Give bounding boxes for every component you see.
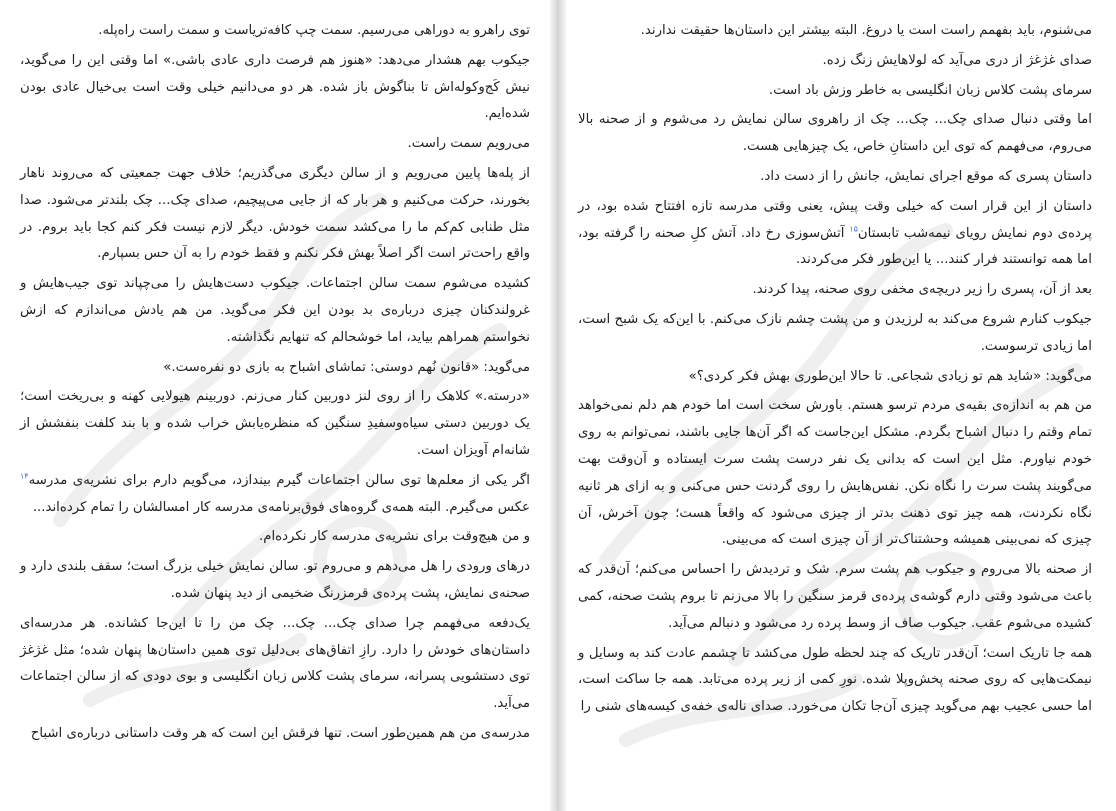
left-page-text [20, 18, 530, 751]
paragraph: و من هیچ‌وقت برای نشریه‌ی مدرسه کار نکرده‌ام. [259, 529, 530, 545]
paragraph: توی راهرو به دوراهی می‌رسیم. سمت چپ کافه‌تریاست و سمت راست راه‌پله. [98, 23, 530, 38]
paragraph: صدای غژغژ از دری می‌آید که لولاهایش زنگ زده. [822, 52, 1092, 68]
paragraph: همه جا تاریک است؛ آن‌قدر تاریک که چند لحظه طول می‌کشد تا چشمم عادت کند به وسایل و نیمکت‌هایی که روی صحنه پخش‌وپلا شده. نورِ کمی از زیر پرده می‌تابد. همه جا ساکت است، اما حسی عجیب بهم می‌گوید چیزی آن‌جا تکان می‌خورد. صدای ناله‌ی خفه‌ی کیسه‌های شنی را [578, 645, 1092, 715]
paragraph [578, 194, 1092, 274]
paragraph: از صحنه بالا می‌روم و جیکوب هم پشت سرم. شک و تردیدش را احساس می‌کنم؛ آن‌قدر که باعث می‌شود وقتی دارم گوشه‌ی پرده‌ی قرمز سنگین را بالا می‌زنم تا بروم پشت صحنه، کمی کشیده می‌شوم عقب. جیکوب صاف از وسط پرده رد می‌شود و دنبالم می‌آید. [578, 562, 1092, 631]
paragraph: درهای ورودی را هل می‌دهم و می‌روم تو. سالن نمایش خیلی بزرگ است؛ سقف بلندی دارد و صحنه‌ی نمایش، پشت پرده‌ی قرمزرنگ ضخیمی از دید پنهان شده. [20, 559, 530, 601]
paragraph-text: آتش‌سوزی رخ داد. آتش کلِ صحنه را گرفته بود، اما همه توانستند فرار کنند... یا این‌طور فکر می‌کردند. [578, 225, 1092, 268]
paragraph: مدرسه‌ی من هم همین‌طور است. تنها فرقش این است که هر وقت داستانی درباره‌ی اشباح [30, 725, 530, 741]
page-gutter [550, 0, 566, 811]
paragraph: بعد از آن، پسری را زیر دریچه‌ی مخفی روی صحنه، پیدا کردند. [752, 282, 1092, 298]
paragraph-text: داستان از این قرار است که خیلی وقت پیش، یعنی وقتی مدرسه تازه افتتاح شده بود، در پرده‌ی دوم نمایش رویای نیمه‌شب تابستان [578, 198, 1092, 241]
paragraph: می‌گوید: «شاید هم تو زیادی شجاعی. تا حالا این‌طوری بهش فکر کردی؟» [688, 368, 1092, 384]
paragraph: سرمای پشت کلاس زبان انگلیسی به خاطر وزش باد است. [768, 82, 1092, 98]
paragraph: «درسته.» کلاهک را از روی لنز دوربین کنار می‌زنم. دوربینم هیولایی کهنه و بی‌ریخت است؛ یک دوربین دستی سیاه‌وسفیدِ سنگین که منظره‌یابش خراب شده و با بند کلفت بنفشش از شانه‌ام آویزان است. [20, 389, 530, 458]
paragraph: داستان پسری که موقع اجرای نمایش، جانش را از دست داد. [760, 168, 1092, 184]
paragraph: یک‌دفعه می‌فهمم چرا صدای چک... چک... چک من را تا این‌جا کشانده. هر مدرسه‌ای داستان‌های خودش را دارد. رازِ اتفاق‌های بی‌دلیل توی همین داستان‌ها پنهان شده؛ مثل غژغژ توی دستشویی پسرانه، سرمای پشت کلاس زبان انگلیسی و بوی دودی که از سالن اجتماعات می‌آید. [20, 615, 530, 712]
paragraph: اما وقتی دنبال صدای چک... چک... چک از راهروی سالن نمایش رد می‌شوم و از صحنه بالا می‌روم، می‌فهمم که توی این داستانِ خاص، یک چیزهایی هست. [578, 112, 1092, 155]
paragraph: کشیده می‌شوم سمت سالن اجتماعات. جیکوب دست‌هایش را می‌چپاند توی جیب‌هایش و غرولندکنان چیزی درباره‌ی بد بودن این فکر می‌گوید. من هم یادش می‌اندازم که ازش نخواستم همراهم بیاید، اما خوشحالم که تنهایم نگذاشته. [20, 276, 530, 345]
paragraph: می‌گوید: «قانون نُهم دوستی: تماشای اشباح به بازی دو نفره‌ست.» [163, 359, 530, 375]
paragraph [20, 468, 530, 522]
paragraph: جیکوب کنارم شروع می‌کند به لرزیدن و من پشت چشم نازک می‌کنم. با این‌که یک شبح است، اما زیادی ترسوست. [578, 311, 1092, 354]
paragraph: می‌رویم سمت راست. [407, 136, 530, 152]
paragraph-text: اگر یکی از معلم‌ها توی سالن اجتماعات گیرم بیندازد، می‌گویم دارم برای نشریه‌ی مدرسه [28, 472, 530, 488]
paragraph-text: عکس می‌گیرم. البته همه‌ی گروه‌های فوق‌برنامه‌ی مدرسه کار امسالشان را تمام کرده‌اند... [32, 499, 530, 515]
paragraph: از پله‌ها پایین می‌رویم و از سالن دیگری می‌گذریم؛ خلاف جهت جمعیتی که می‌روند ناهار بخورند، حرکت می‌کنیم و هر بار که از جایی می‌پیچیم، صدای چک... چک بلندتر می‌شود. صدا مثل طنابی کم‌کم ما را می‌کشد سمت خودش. دیگر لازم نیست فکر کنم کجا باید بروم. در واقع راحت‌تر است اگر اصلاً بهش فکر نکنم و فقط خودم را به آن حس بسپارم. [20, 165, 530, 262]
paragraph: من هم به اندازه‌ی بقیه‌ی مردم ترسو هستم. باورش سخت است اما خودم هم دلم نمی‌خواهد تمام وقتم را دنبال اشباح بگردم. مشکل این‌جاست که اگر آن‌ها جایی باشند، نمی‌توانم به روی خودم نیاورم. مثل این است که بدانی یک نفر درست پشت سرت ایستاده و آن‌وقت بهت می‌گویند پشت سرت را نگاه نکن. نفس‌هایش را روی گردنت حس می‌کنی و به ازای هر ثانیه نگاه نکردنت، همه چیز توی ذهنت بدتر از چیزی می‌شود که واقعاً هست؛ چون آخرش، آن چیزی که نمی‌بینی همیشه وحشتناک‌تر از آن چیزی است که می‌بینی. [578, 398, 1092, 548]
right-page [566, 0, 1116, 811]
paragraph: می‌شنوم، باید بفهمم راست است یا دروغ. البته بیشتر این داستان‌ها حقیقت ندارند. [640, 23, 1092, 38]
footnote-marker[interactable]: ۱۴ [20, 471, 29, 481]
left-page [0, 0, 550, 811]
paragraph: جیکوب بهم هشدار می‌دهد: «هنوز هم فرصت داری عادی باشی.» اما وقتی این را می‌گوید، نیش کَج‌وکوله‌اش تا بناگوش باز شده. هر دو می‌دانیم خیلی وقت است بی‌خیال عادی بودن شده‌ایم. [20, 52, 530, 122]
footnote-marker[interactable]: ۱۵ [849, 224, 858, 234]
right-page-text [578, 18, 1092, 724]
